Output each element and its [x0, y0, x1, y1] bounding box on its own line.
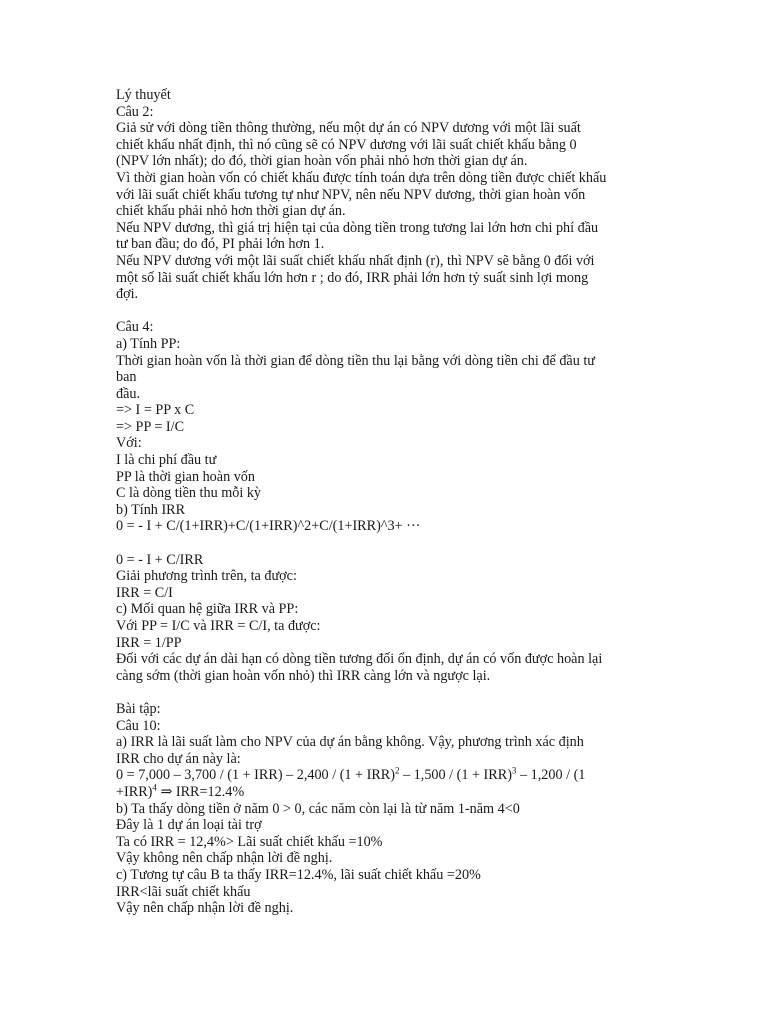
exponent: 4 — [152, 782, 157, 793]
spacer — [116, 303, 656, 320]
q10-line: Ta có IRR = 12,4%> Lãi suất chiết khấu =10% — [116, 833, 383, 850]
q2-line: với lãi suất chiết khấu tương tự như NPV, nên nếu NPV dương, thời gian hoàn vốn — [116, 186, 586, 203]
q4-line: I là chi phí đầu tư — [116, 452, 217, 469]
q2-line: Giả sử với dòng tiền thông thường, nếu một dự án có NPV dương với một lãi suất — [116, 120, 581, 137]
q4-line: Với PP = I/C và IRR = C/I, ta được: — [116, 618, 321, 634]
q4-line: IRR = C/I — [116, 584, 173, 601]
question-10-label: Câu 10: — [116, 717, 161, 734]
q2-line: Nếu NPV dương với một lãi suất chiết khấu nhất định (r), thì NPV sẽ bằng 0 đối với — [116, 252, 595, 269]
equation-part: – 1,500 / (1 + IRR) — [399, 767, 512, 784]
q10-line: IRR<lãi suất chiết khấu — [116, 883, 251, 900]
q4-line: ban — [116, 369, 137, 386]
q4-line: càng sớm (thời gian hoàn vốn nhỏ) thì IRR càng lớn và ngược lại. — [116, 667, 491, 684]
q10-line: b) Ta thấy dòng tiền ở năm 0 > 0, các năm còn lại là từ năm 1-năm 4<0 — [116, 800, 520, 817]
document-page — [116, 87, 656, 917]
q10-line: IRR cho dự án này là: — [116, 750, 241, 767]
q2-line: Nếu NPV dương, thì giá trị hiện tại của dòng tiền trong tương lai lớn hơn chi phí đầu — [116, 219, 599, 236]
q4-line: 0 = - I + C/(1+IRR)+C/(1+IRR)^2+C/(1+IRR)^3+ ··· — [116, 518, 421, 535]
q4-line — [116, 535, 656, 552]
q10-line: Đây là 1 dự án loại tài trợ — [116, 817, 262, 834]
q4-line: Thời gian hoàn vốn là thời gian để dòng tiền thu lại bằng với dòng tiền chi để đầu tư — [116, 352, 595, 369]
q4-line: a) Tính PP: — [116, 335, 181, 352]
q2-line: (NPV lớn nhất); do đó, thời gian hoàn vốn phải nhỏ hơn thời gian dự án. — [116, 153, 528, 170]
exponent: 2 — [394, 765, 400, 776]
exercises-heading: Bài tập: — [116, 700, 161, 717]
q4-line: PP là thời gian hoàn vốn — [116, 468, 255, 485]
q10-line: c) Tương tự câu B ta thấy IRR=12.4%, lãi suất chiết khấu =20% — [116, 866, 481, 883]
q4-line: C là dòng tiền thu mỗi kỳ — [116, 485, 262, 502]
q4-line: IRR = 1/PP — [116, 634, 182, 651]
q2-line: Vì thời gian hoàn vốn có chiết khấu được tính toán dựa trên dòng tiền được chiết khấu — [116, 169, 607, 186]
q2-line: một số lãi suất chiết khấu lớn hơn r ; do đó, IRR phải lớn hơn tỷ suất sinh lợi mong — [116, 269, 589, 286]
equation-part: +IRR) — [116, 783, 153, 800]
q10-line: Vậy nên chấp nhận lời đề nghị. — [116, 900, 294, 917]
q10-line: a) IRR là lãi suất làm cho NPV của dự án bằng không. Vậy, phương trình xác định — [116, 734, 584, 751]
q4-line: c) Mối quan hệ giữa IRR và PP: — [116, 601, 299, 618]
equation-part: – 1,200 / (1 — [516, 767, 586, 784]
irr-equation-line-2 — [116, 784, 656, 801]
q4-line: Giải phương trình trên, ta được: — [116, 568, 297, 585]
q2-line: chiết khấu phải nhỏ hơn thời gian dự án. — [116, 203, 346, 220]
q2-line: chiết khấu nhất định, thì nó cũng sẽ có NPV dương với lãi suất chiết khấu bằng 0 — [116, 136, 577, 153]
question-4-label: Câu 4: — [116, 319, 154, 336]
q4-line: Đối với các dự án dài hạn có dòng tiền tương đối ổn định, dự án có vốn được hoàn lại — [116, 651, 603, 668]
q10-line: Vậy không nên chấp nhận lời đề nghị. — [116, 850, 333, 867]
q4-line: đầu. — [116, 385, 141, 402]
q4-line: => I = PP x C — [116, 402, 195, 419]
irr-equation-line-1 — [116, 767, 656, 784]
q2-line: tư ban đầu; do đó, PI phải lớn hơn 1. — [116, 236, 325, 253]
theory-heading: Lý thuyết — [116, 87, 171, 103]
q4-line: => PP = I/C — [116, 418, 185, 435]
q2-line: đợi. — [116, 286, 139, 303]
q4-line: b) Tính IRR — [116, 501, 186, 518]
question-2-label: Câu 2: — [116, 103, 154, 120]
exponent: 3 — [511, 765, 517, 776]
equation-part: ⇒ IRR=12.4% — [156, 783, 245, 800]
q4-line: 0 = - I + C/IRR — [116, 551, 204, 568]
spacer — [116, 684, 656, 701]
q4-line: Với: — [116, 435, 142, 452]
equation-part: 0 = 7,000 – 3,700 / (1 + IRR) – 2,400 / (1 + IRR) — [116, 767, 395, 784]
